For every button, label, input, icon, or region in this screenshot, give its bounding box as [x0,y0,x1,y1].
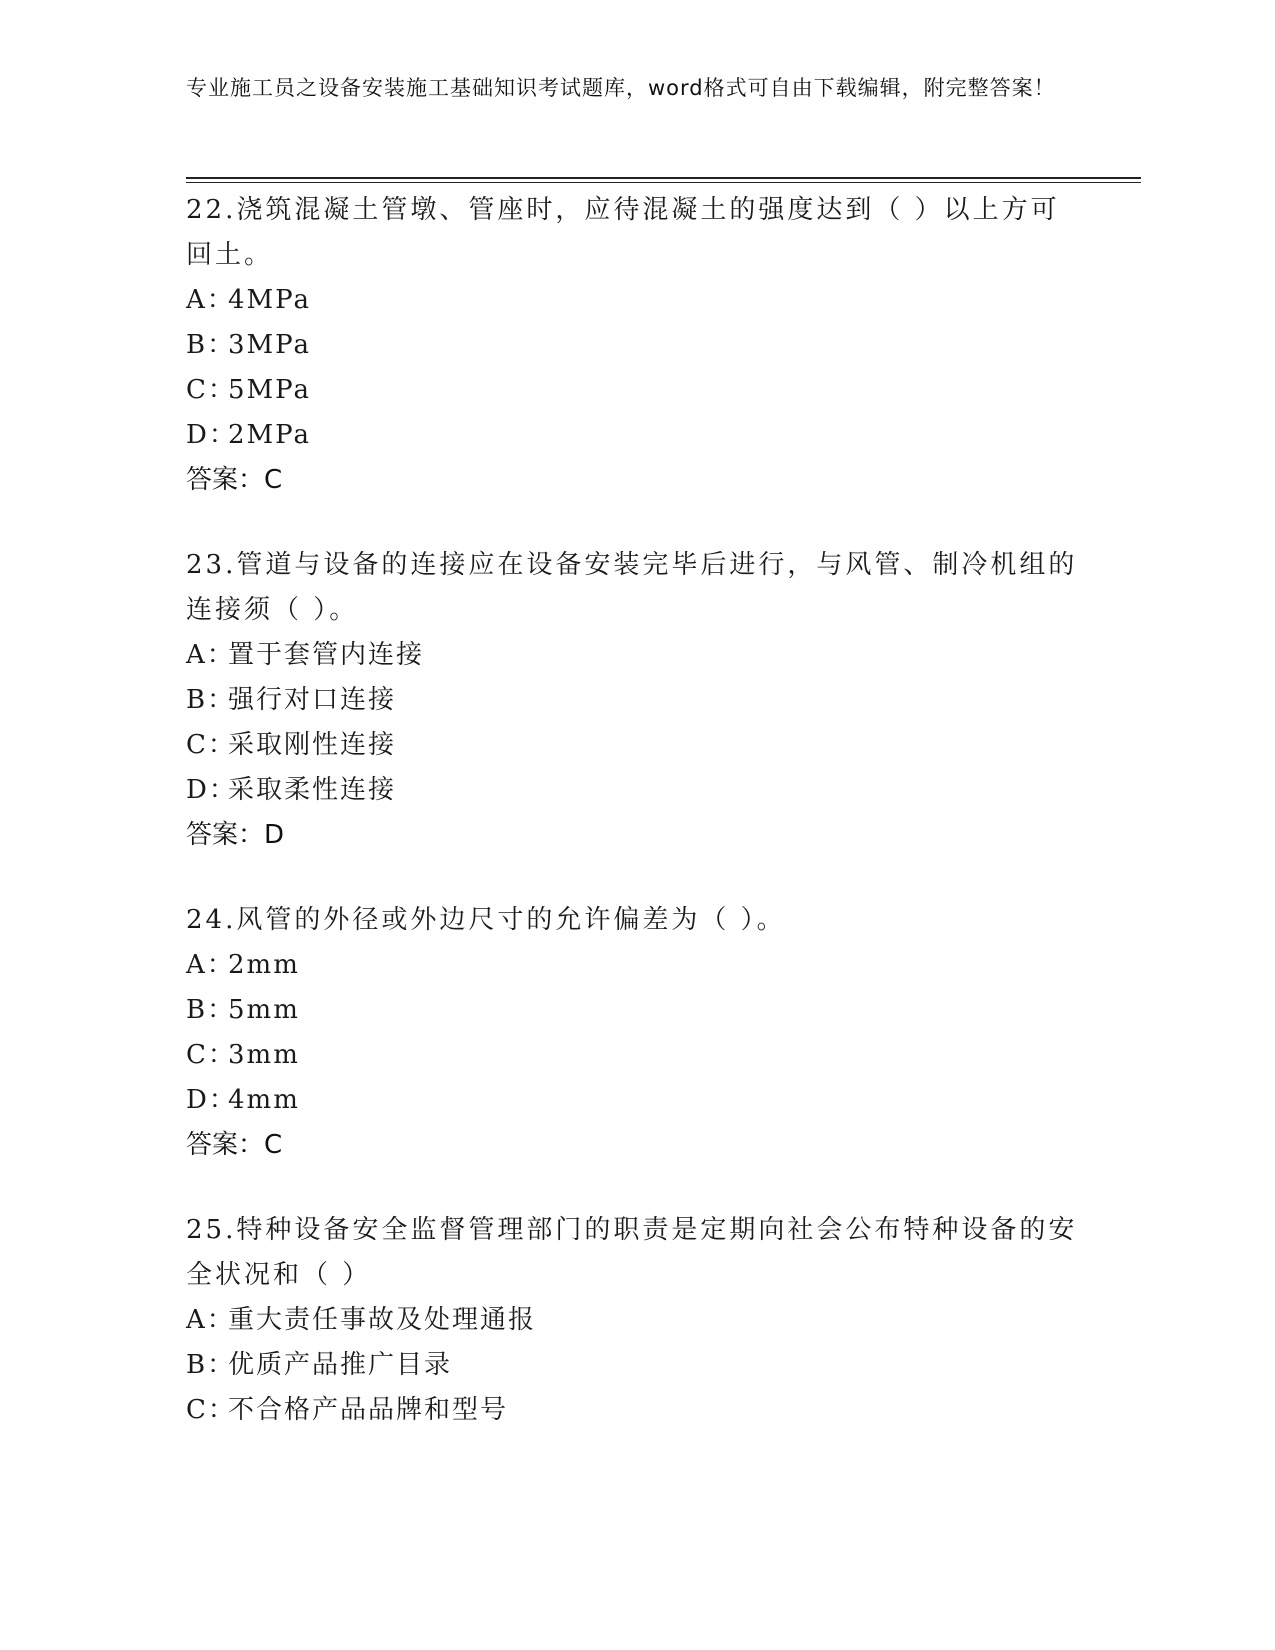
option-text: 5MPa [228,375,311,405]
answer-line: 答案：C [186,465,283,495]
option-text: 2MPa [228,420,311,450]
question-stem: 22.浇筑混凝土管墩、管座时，应待混凝土的强度达到（ ）以上方可回土。 [186,195,1060,270]
question-list [186,188,1086,1473]
option-text: 优质产品推广目录 [228,1350,453,1380]
option-a [186,278,1086,323]
option-a [186,1298,1086,1343]
question-stem: 23.管道与设备的连接应在设备安装完毕后进行，与风管、制冷机组的连接须（ ）。 [186,550,1078,625]
option-c [186,1033,1086,1078]
option-b [186,1343,1086,1388]
option-key: A： [186,1305,235,1335]
option-text: 4MPa [228,285,311,315]
question-stem: 25.特种设备安全监督管理部门的职责是定期向社会公布特种设备的安全状况和（ ） [186,1215,1078,1290]
option-c [186,1388,1086,1433]
option-d [186,1078,1086,1123]
option-key: D： [186,1085,237,1115]
option-a [186,633,1086,678]
option-text: 2mm [228,950,300,980]
option-b [186,988,1086,1033]
option-text: 置于套管内连接 [228,640,425,670]
header-divider-thick [186,177,1141,179]
option-key: D： [186,420,237,450]
option-key: A： [186,285,235,315]
option-key: B： [186,1350,236,1380]
question-25 [186,1208,1086,1433]
question-24 [186,898,1086,1168]
answer-line: 答案：D [186,820,285,850]
option-text: 重大责任事故及处理通报 [228,1305,537,1335]
answer-line: 答案：C [186,1130,283,1160]
option-text: 强行对口连接 [228,685,397,715]
option-key: A： [186,640,235,670]
option-text: 5mm [228,995,300,1025]
option-c [186,723,1086,768]
question-23 [186,543,1086,858]
option-key: D： [186,775,237,805]
option-key: B： [186,685,236,715]
option-b [186,678,1086,723]
option-key: C： [186,1395,236,1425]
option-key: C： [186,730,236,760]
question-stem: 24.风管的外径或外边尺寸的允许偏差为（ ）。 [186,905,786,935]
option-d [186,413,1086,458]
document-header: 专业施工员之设备安装施工基础知识考试题库，word格式可自由下载编辑，附完整答案！ [186,76,1056,100]
option-text: 不合格产品品牌和型号 [228,1395,509,1425]
option-a [186,943,1086,988]
option-text: 4mm [228,1085,300,1115]
option-text: 3mm [228,1040,300,1070]
option-key: B： [186,330,236,360]
option-key: C： [186,375,236,405]
option-text: 采取柔性连接 [228,775,397,805]
option-text: 采取刚性连接 [228,730,397,760]
option-text: 3MPa [228,330,311,360]
option-b [186,323,1086,368]
option-key: C： [186,1040,236,1070]
option-d [186,768,1086,813]
option-key: A： [186,950,235,980]
option-c [186,368,1086,413]
question-22 [186,188,1086,503]
option-key: B： [186,995,236,1025]
header-divider-thin [186,182,1141,183]
